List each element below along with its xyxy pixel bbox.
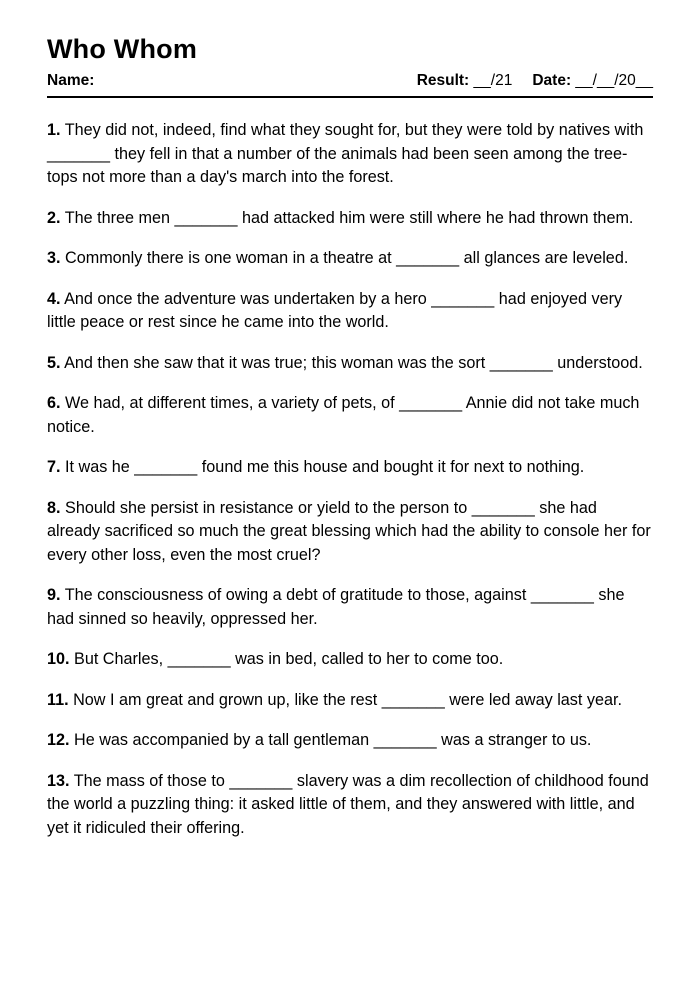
question-number: 9. — [47, 586, 61, 604]
question-text: The mass of those to _______ slavery was a dim recollection of childhood found the world a puzzling thing: it asked little of them, and they answered with little, and yet it ridiculed their offering. — [47, 771, 649, 837]
question-text: Commonly there is one woman in a theatre at _______ all glances are leveled. — [65, 249, 629, 267]
question-item — [47, 689, 653, 713]
question-number: 13. — [47, 771, 70, 790]
question-item — [47, 770, 653, 841]
question-item — [47, 729, 653, 753]
date-field — [532, 72, 653, 90]
question-number: 3. — [47, 249, 61, 267]
question-number: 2. — [47, 208, 61, 227]
question-text: Now I am great and grown up, like the rest _______ were led away last year. — [73, 690, 622, 709]
question-number: 1. — [47, 121, 61, 139]
question-item — [47, 352, 653, 376]
result-value: __/21 — [473, 72, 513, 89]
question-number: 4. — [47, 289, 61, 308]
question-item — [47, 497, 653, 568]
question-list — [47, 119, 653, 840]
result-label: Result: — [416, 72, 470, 89]
question-text: They did not, indeed, find what they sought for, but they were told by natives with _______ they fell in that a number of the animals had been seen among the tree-tops not more than a day's march into the forest. — [47, 121, 644, 186]
question-text: Should she persist in resistance or yield to the person to _______ she had already sacrificed so much the great blessing which had the ability to console her for every other loss, even the most cruel? — [47, 498, 651, 564]
question-text: But Charles, _______ was in bed, called to her to come too. — [74, 650, 504, 668]
question-item — [47, 119, 653, 190]
question-item — [47, 392, 653, 439]
worksheet-page — [47, 32, 653, 857]
question-number: 5. — [47, 353, 61, 372]
question-text: The three men _______ had attacked him were still where he had thrown them. — [64, 208, 634, 227]
question-item — [47, 288, 653, 335]
question-number: 7. — [47, 458, 61, 476]
question-item — [47, 207, 653, 231]
question-number: 12. — [47, 731, 70, 749]
question-item — [47, 584, 653, 631]
question-number: 11. — [47, 690, 69, 709]
question-text: We had, at different times, a variety of pets, of _______ Annie did not take much notice. — [47, 394, 640, 436]
worksheet-title: Who Whom — [47, 34, 198, 64]
question-item — [47, 247, 653, 271]
question-text: The consciousness of owing a debt of gratitude to those, against _______ she had sinned so heavily, oppressed her. — [47, 586, 625, 628]
question-number: 6. — [47, 394, 61, 412]
worksheet-header — [47, 72, 653, 98]
question-item — [47, 456, 653, 480]
result-field — [417, 72, 513, 90]
question-number: 8. — [47, 498, 61, 517]
date-value: __/__/20__ — [575, 72, 653, 89]
question-text: He was accompanied by a tall gentleman _______ was a stranger to us. — [74, 731, 592, 749]
question-text: And then she saw that it was true; this woman was the sort _______ understood. — [64, 353, 643, 372]
name-label: Name: — [47, 72, 95, 89]
question-text: It was he _______ found me this house and bought it for next to nothing. — [65, 458, 585, 476]
question-item — [47, 648, 653, 672]
question-number: 10. — [47, 650, 70, 668]
date-label: Date: — [532, 72, 572, 89]
question-text: And once the adventure was undertaken by a hero _______ had enjoyed very little peace or rest since he came into the world. — [47, 289, 623, 331]
header-right-group — [417, 72, 653, 90]
